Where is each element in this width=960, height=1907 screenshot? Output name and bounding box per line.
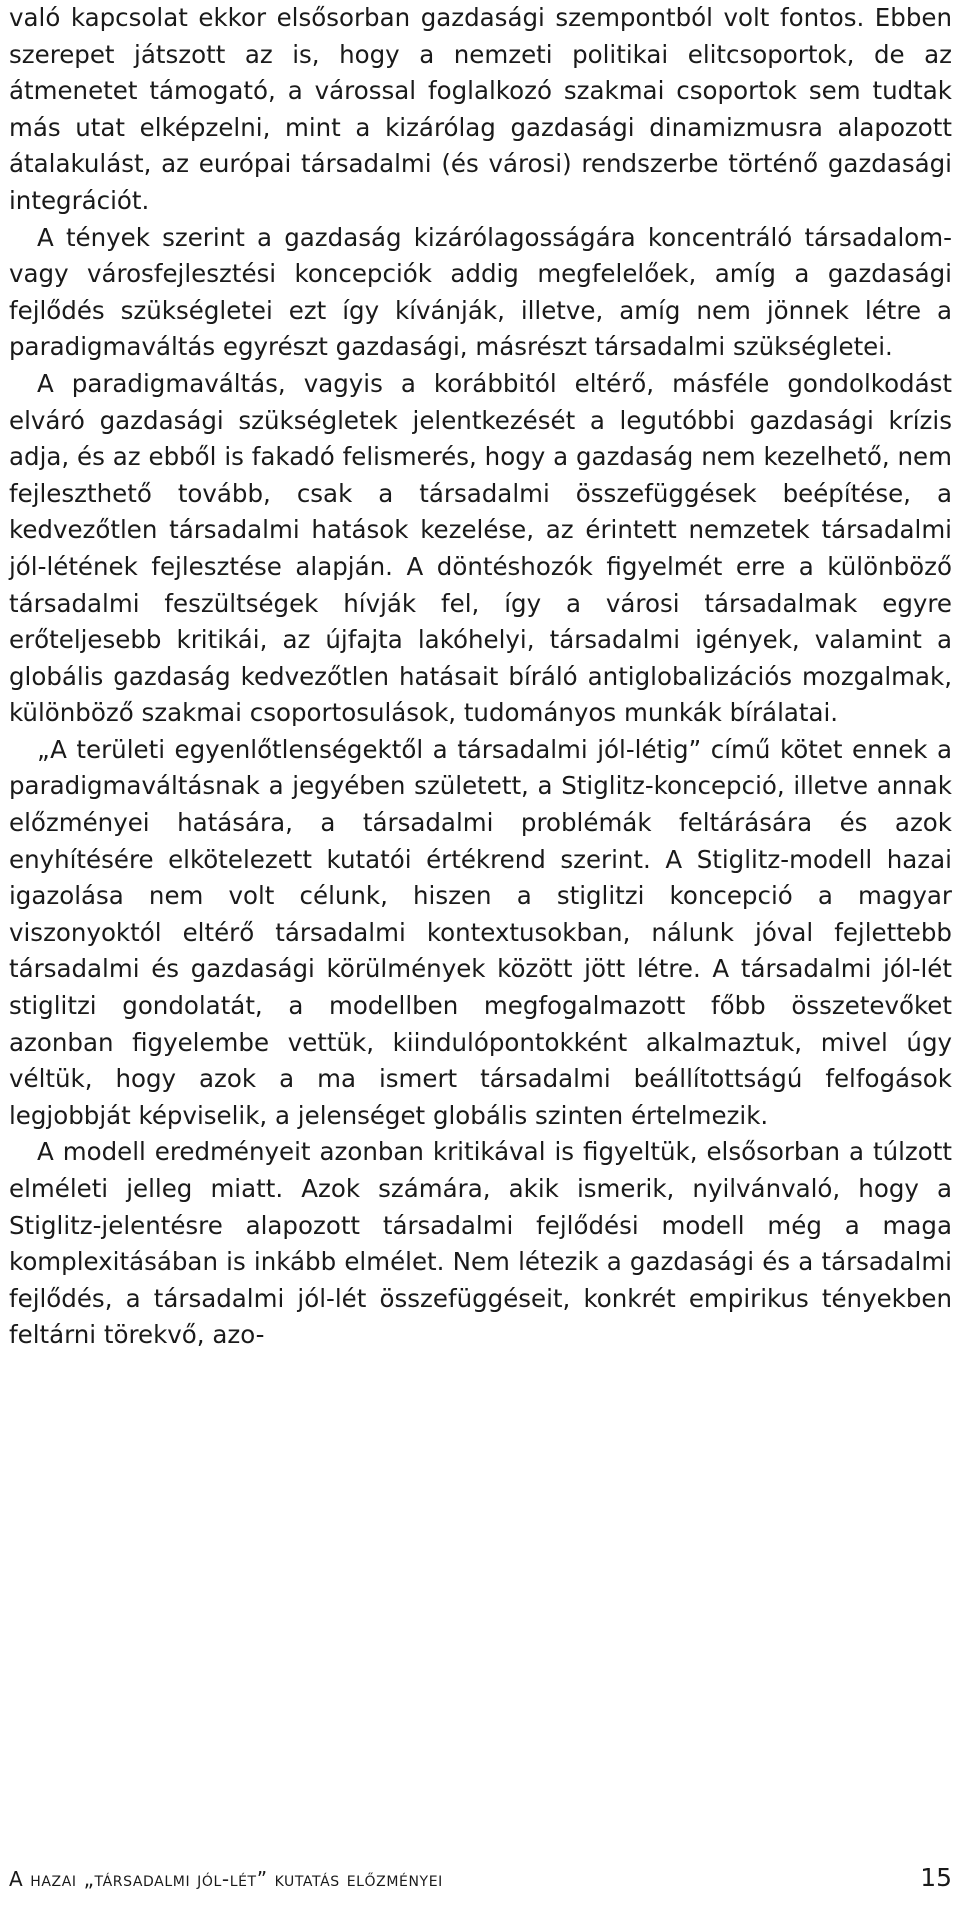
page-number: 15 (920, 1863, 952, 1892)
paragraph-5: A modell eredményeit azonban kritikával is figyeltük, elsősorban a túlzott elméleti jelleg miatt. Azok számára, akik ismerik, nyilvánvaló, hogy a Stiglitz-jelentésre alapozott társadalmi fejlődési modell még a maga komplexitásában is inkább elmélet. Nem létezik a gazdasági és a társadalmi fejlődés, a társadalmi jól-lét összefüggéseit, konkrét empirikus tényekben feltárni törekvő, azo- (9, 1137, 952, 1350)
body-text (9, 0, 952, 1354)
paragraph-1: való kapcsolat ekkor elsősorban gazdasági szempontból volt fontos. Ebben szerepet játszott az is, hogy a nemzeti politikai elitcsoportok, de az átmenetet támogató, a várossal foglalkozó szakmai csoportok sem tudtak más utat elképzelni, mint a kizárólag gazdasági dinamizmusra alapozott átalakulást, az európai társadalmi (és városi) rendszerbe történő gazdasági integrációt. (9, 3, 952, 215)
paragraph-3: A paradigmaváltás, vagyis a korábbitól eltérő, másféle gondolkodást elváró gazdasági szükségletek jelentkezését a legutóbbi gazdasági krízis adja, és az ebből is fakadó felismerés, hogy a gazdaság nem kezelhető, nem fejleszthető tovább, csak a társadalmi összefüggések beépítése, a kedvezőtlen társadalmi hatások kezelése, az érintett nemzetek társadalmi jól-létének fejlesztése alapján. A döntéshozók figyelmét erre a különböző társadalmi feszültségek hívják fel, így a városi társadalmak egyre erőteljesebb kritikái, az újfajta lakóhelyi, társadalmi igények, valamint a globális gazdaság kedvezőtlen hatásait bíráló antiglobalizációs mozgalmak, különböző szakmai csoportosulások, tudományos munkák bírálatai. (9, 368, 952, 728)
running-title: A hazai „társadalmi jól-lét” kutatás előzményei (9, 1867, 443, 1891)
paragraph-2: A tények szerint a gazdaság kizárólagosságára koncentráló társadalom- vagy városfejlesztési koncepciók addig megfelelőek, amíg a gazdasági fejlődés szükségletei ezt így kívánják, illetve, amíg nem jönnek létre a paradigmaváltás egyrészt gazdasági, másrészt társadalmi szükségletei. (9, 222, 952, 362)
page-footer (9, 1863, 952, 1903)
paragraph-4: „A területi egyenlőtlenségektől a társadalmi jól-létig” című kötet ennek a paradigmaváltásnak a jegyében született, a Stiglitz-koncepció, illetve annak előzményei hatására, a társadalmi problémák feltárására és azok enyhítésére elkötelezett kutatói értékrend szerint. A Stiglitz-modell hazai igazolása nem volt célunk, hiszen a stiglitzi koncepció a magyar viszonyoktól eltérő társadalmi kontextusokban, nálunk jóval fejlettebb társadalmi és gazdasági körülmények között jött létre. A társadalmi jól-lét stiglitzi gondolatát, a modellben megfogalmazott főbb összetevőket azonban figyelembe vettük, kiindulópontokként alkalmaztuk, mivel úgy véltük, hogy azok a ma ismert társadalmi beállítottságú felfogások legjobbját képviselik, a jelenséget globális szinten értelmezik. (9, 734, 952, 1130)
